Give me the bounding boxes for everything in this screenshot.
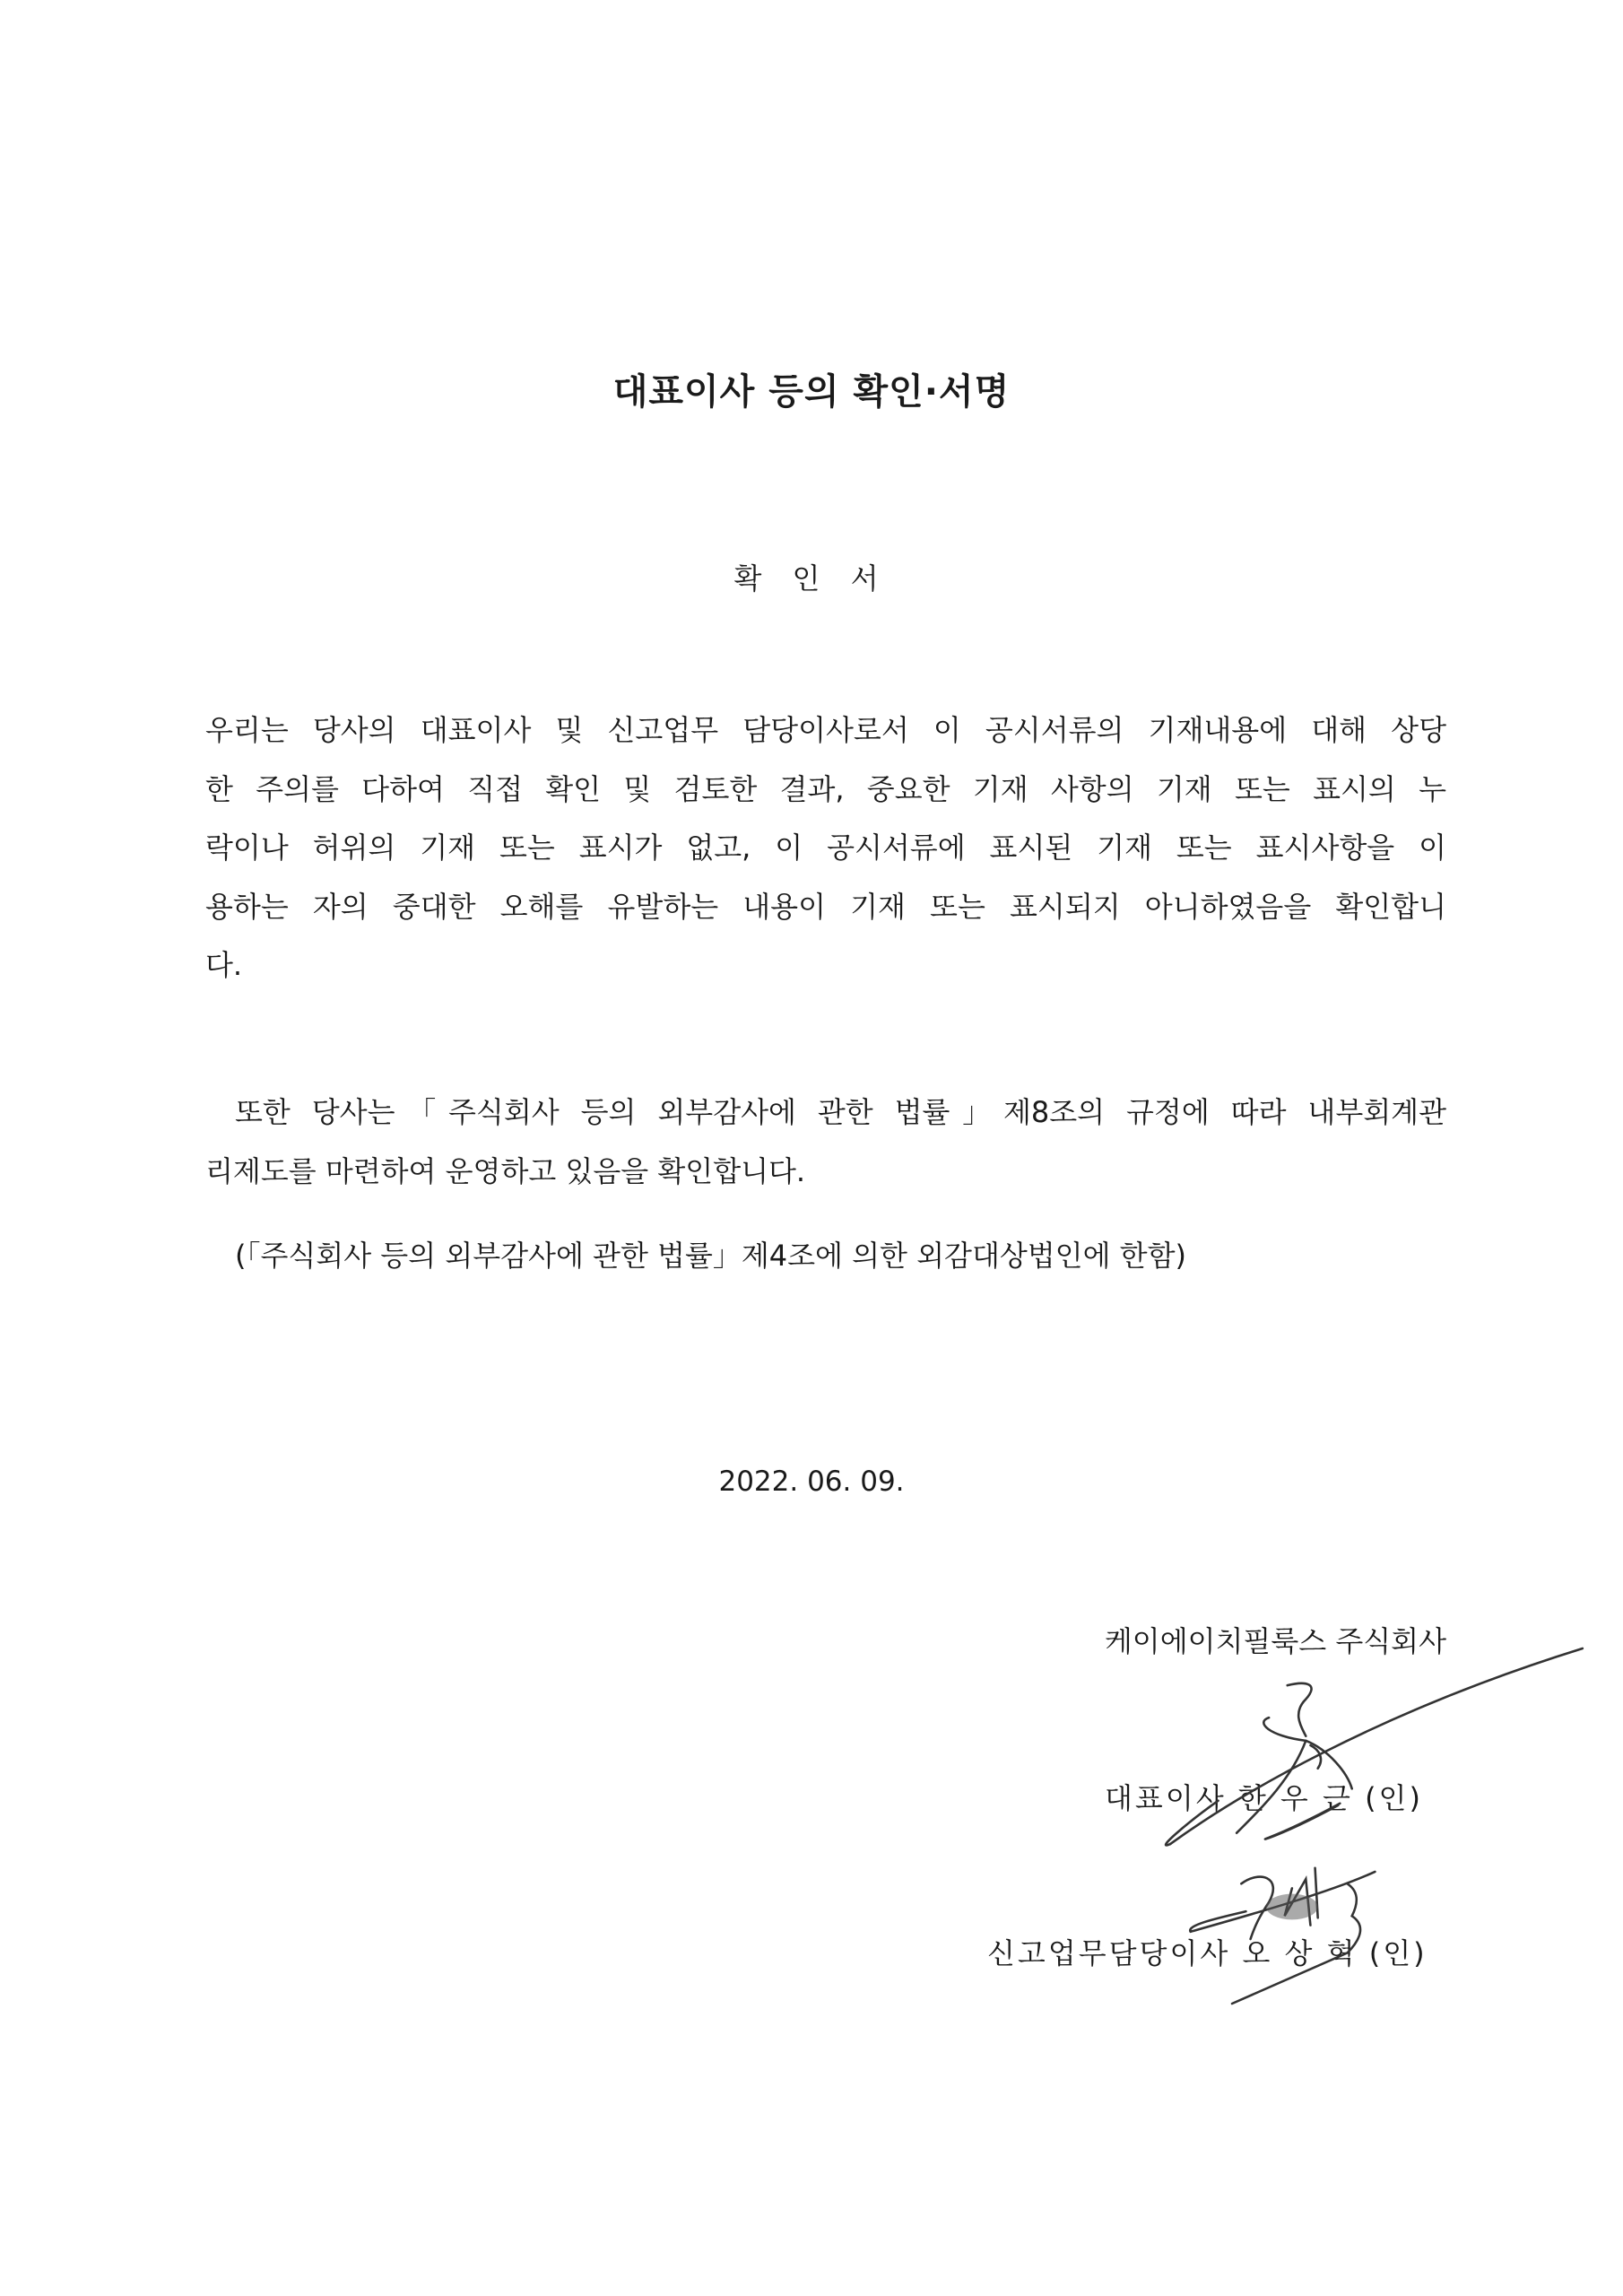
ceo-signature-line: 대표이사 한 우 근 (인) — [1105, 1781, 1423, 1815]
company-name: 케이에이치필룩스 주식회사 — [1104, 1624, 1446, 1658]
ceo-handwritten-signature — [942, 1570, 1587, 2179]
document-date: 2022. 06. 09. — [718, 1465, 905, 1498]
confirmation-paragraph — [205, 701, 1446, 996]
officer-signature-line: 신고업무담당이사 오 상 혁 (인) — [987, 1936, 1428, 1970]
paragraph-line: 또한 당사는「주식회사 등의 외부감사에 관한 법률」제8조의 규정에 따라 내부회계관 — [235, 1095, 1446, 1129]
officer-handwritten-signature — [942, 1570, 1587, 2179]
applicability-note: (「주식회사 등의 외부감사에 관한 법률」제4조에 의한 외감대상법인에 한함) — [235, 1239, 1186, 1273]
paragraph-line: 용하는 자의 중대한 오해를 유발하는 내용이 기재 또는 표시되지 아니하였음을 확인합니 — [205, 889, 1446, 924]
document-title: 대표이사 등의 확인·서명 — [612, 371, 1011, 413]
paragraph-line: 리제도를 마련하여 운영하고 있음을 확인합니다. — [205, 1153, 806, 1188]
internal-control-paragraph — [205, 1083, 1446, 1201]
paragraph-line: 우리는 당사의 대표이사 및 신고업무 담당이사로서 이 공시서류의 기재내용에 대해 상당 — [205, 713, 1446, 747]
paragraph-line: 다. — [205, 948, 243, 982]
paragraph-line: 한 주의를 다하여 직접 확인 및 검토한 결과, 중요한 기재 사항의 기재 또는 표시의 누 — [205, 771, 1446, 806]
paragraph-line: 락이나 허위의 기재 또는 표시가 없고, 이 공시서류에 표시된 기재 또는 표시사항을 이 — [205, 831, 1446, 865]
document-subtitle: 확 인 서 — [733, 561, 890, 596]
